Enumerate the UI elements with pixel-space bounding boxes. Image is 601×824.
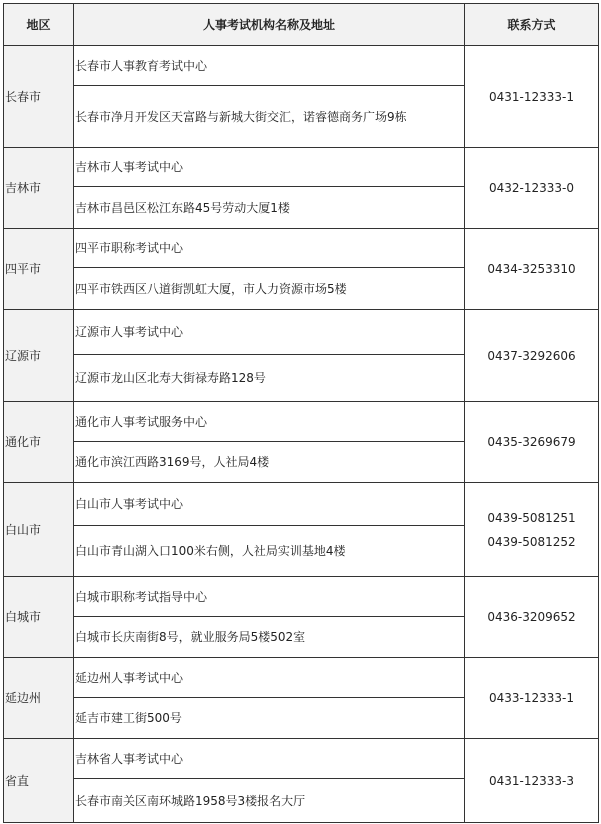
phone-number: 0434-3253310 [487,262,576,276]
org-name-cell: 白山市人事考试中心 [74,483,465,526]
phone-number: 0432-12333-0 [488,181,574,195]
table-row [4,310,599,355]
org-name-cell: 四平市职称考试中心 [74,229,465,268]
region-cell: 省直 [4,739,74,823]
org-address-cell: 白城市长庆南街8号，就业服务局5楼502室 [74,617,465,658]
table-row [4,658,599,698]
org-name-cell: 吉林省人事考试中心 [74,739,465,779]
contact-cell [465,658,599,739]
header-contact: 联系方式 [465,4,599,46]
org-name-cell: 白城市职称考试指导中心 [74,577,465,617]
contact-cell [465,46,599,148]
org-name-cell: 辽源市人事考试中心 [74,310,465,355]
region-cell: 白山市 [4,483,74,577]
contact-cell [465,402,599,483]
region-cell: 四平市 [4,229,74,310]
contact-cell [465,310,599,402]
org-name-cell: 通化市人事考试服务中心 [74,402,465,442]
table-row [4,483,599,526]
table-row [4,739,599,779]
phone-number: 0436-3209652 [487,610,576,624]
org-name-cell: 吉林市人事考试中心 [74,148,465,187]
phone-number: 0433-12333-1 [488,691,574,705]
org-address-cell: 通化市滨江西路3169号，人社局4楼 [74,442,465,483]
table-row [4,577,599,617]
region-cell: 吉林市 [4,148,74,229]
contact-cell [465,229,599,310]
header-region: 地区 [4,4,74,46]
phone-number: 0431-12333-1 [488,89,574,104]
org-name-cell: 长春市人事教育考试中心 [74,46,465,86]
header-row [4,4,599,46]
phone-number: 0439-5081252 [487,534,576,549]
org-address-cell: 白山市青山湖入口100米右侧，人社局实训基地4楼 [74,526,465,577]
org-address-cell: 吉林市昌邑区松江东路45号劳动大厦1楼 [74,187,465,229]
contact-cell [465,739,599,823]
table-row [4,229,599,268]
header-org: 人事考试机构名称及地址 [74,4,465,46]
exam-centers-table [3,3,599,823]
table-row [4,402,599,442]
table-row [4,148,599,187]
org-address-cell: 延吉市建工街500号 [74,698,465,739]
region-cell: 通化市 [4,402,74,483]
contact-cell [465,148,599,229]
phone-number: 0437-3292606 [487,348,576,363]
contact-cell [465,577,599,658]
phone-number: 0431-12333-3 [488,773,574,788]
org-address-cell: 长春市净月开发区天富路与新城大街交汇，诺睿德商务广场9栋 [74,86,465,148]
phone-number: 0439-5081251 [487,510,576,525]
org-address-cell: 四平市铁西区八道街凯虹大厦，市人力资源市场5楼 [74,268,465,310]
org-address-cell: 长春市南关区南环城路1958号3楼报名大厅 [74,779,465,823]
region-cell: 长春市 [4,46,74,148]
org-address-cell: 辽源市龙山区北寿大街禄寿路128号 [74,355,465,402]
table-row [4,46,599,86]
region-cell: 辽源市 [4,310,74,402]
table-body [4,46,599,823]
org-name-cell: 延边州人事考试中心 [74,658,465,698]
region-cell: 白城市 [4,577,74,658]
region-cell: 延边州 [4,658,74,739]
contact-cell [465,483,599,577]
phone-number: 0435-3269679 [487,435,576,449]
